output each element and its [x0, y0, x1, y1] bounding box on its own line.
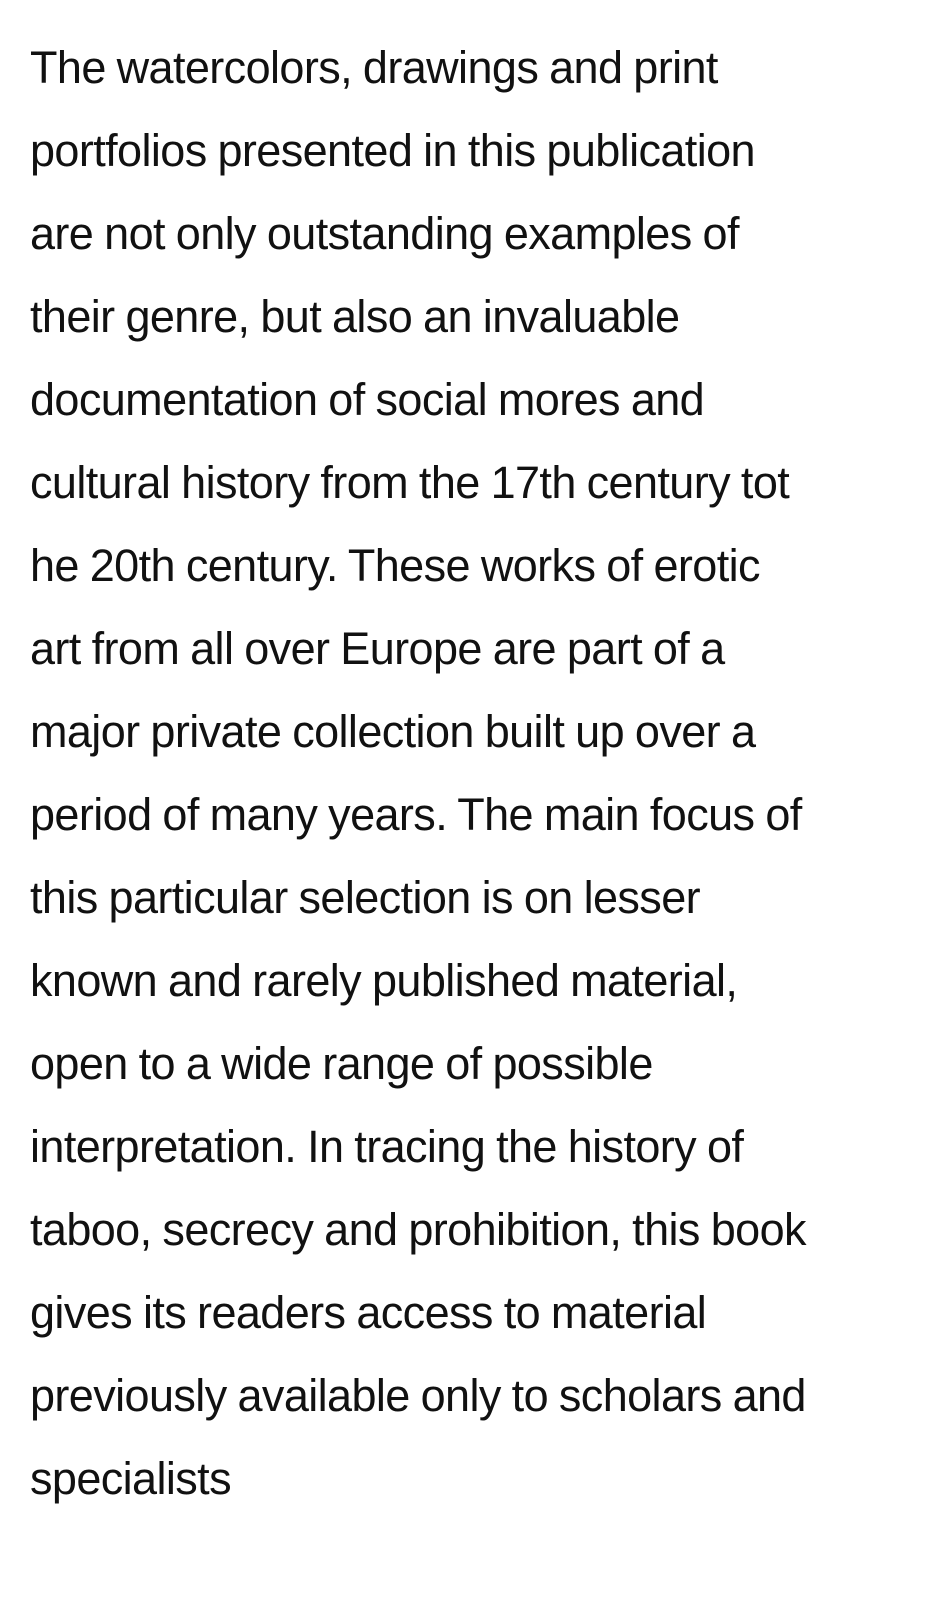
text-line: he 20th century. These works of erotic	[30, 540, 760, 591]
text-line: this particular selection is on lesser	[30, 872, 701, 923]
text-line: open to a wide range of possible	[30, 1038, 653, 1089]
text-line: gives its readers access to material	[30, 1287, 707, 1338]
text-line: known and rarely published material,	[30, 955, 738, 1006]
description-paragraph	[30, 26, 935, 1520]
text-line: previously available only to scholars and	[30, 1370, 806, 1421]
text-line: art from all over Europe are part of a	[30, 623, 725, 674]
text-line: interpretation. In tracing the history of	[30, 1121, 744, 1172]
text-line: taboo, secrecy and prohibition, this book	[30, 1204, 806, 1255]
text-line: major private collection built up over a	[30, 706, 756, 757]
text-line: The watercolors, drawings and print	[30, 42, 718, 93]
text-line: period of many years. The main focus of	[30, 789, 802, 840]
text-line: documentation of social mores and	[30, 374, 705, 425]
text-line: cultural history from the 17th century tot	[30, 457, 790, 508]
text-line: portfolios presented in this publication	[30, 125, 755, 176]
text-line: are not only outstanding examples of	[30, 208, 739, 259]
text-line: their genre, but also an invaluable	[30, 291, 680, 342]
text-line: specialists	[30, 1453, 231, 1504]
